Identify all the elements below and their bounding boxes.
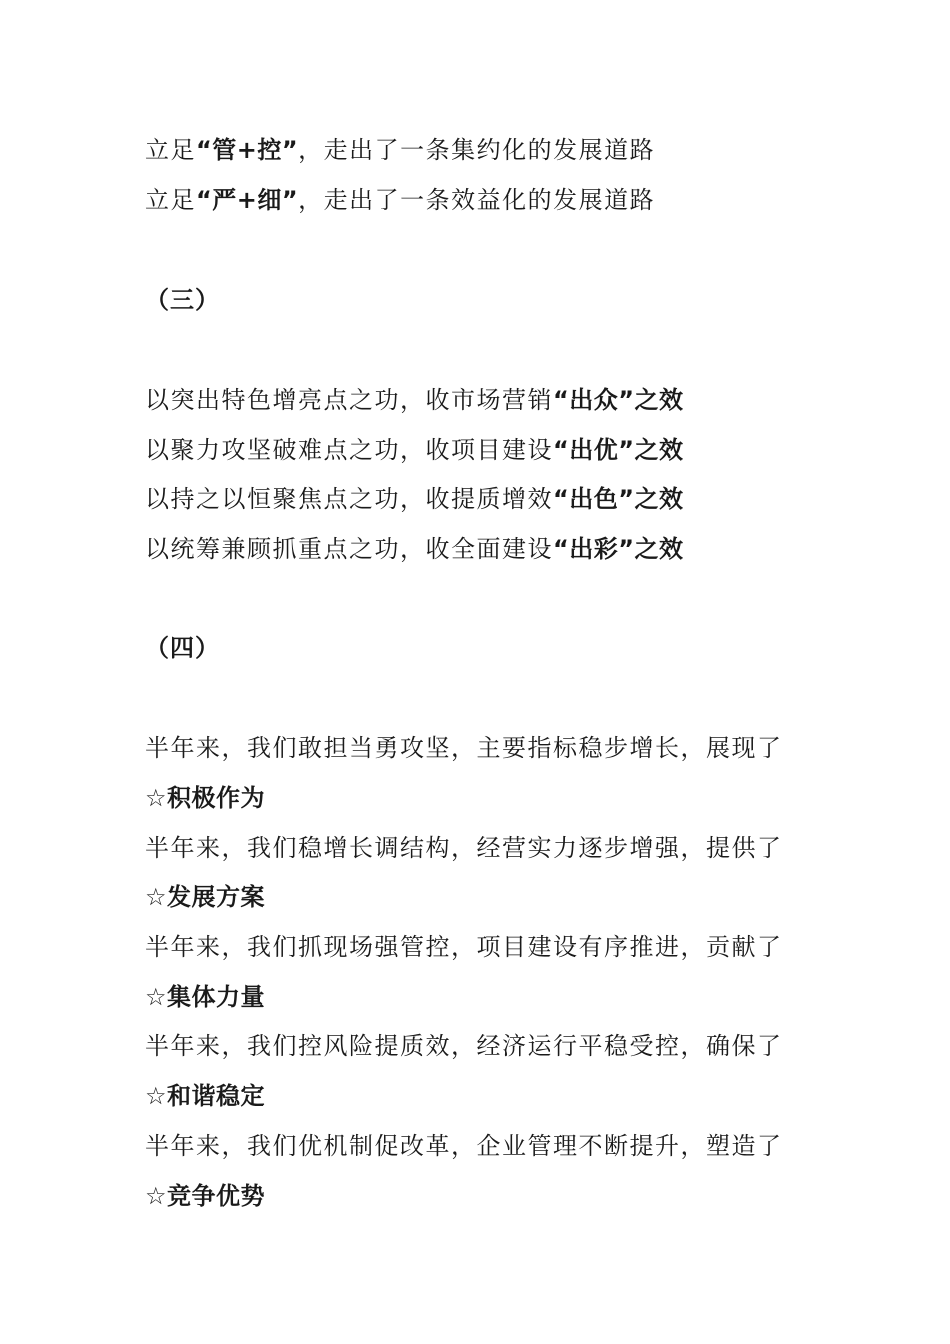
line-emphasis: “出彩”之效 [553, 535, 684, 563]
section-four-item-5-text: 半年来，我们优机制促改革，企业管理不断提升，塑造了 [145, 1132, 783, 1160]
section-three-heading: （三） [145, 286, 220, 314]
section-two-line-2 [145, 180, 655, 220]
line-emphasis: “严+细” [196, 186, 299, 214]
section-four-item-4-text: 半年来，我们控风险提质效，经济运行平稳受控，确保了 [145, 1032, 783, 1060]
section-four-item-1-title: ☆积极作为 [145, 784, 266, 812]
section-four-item-1-text: 半年来，我们敢担当勇攻坚，主要指标稳步增长，展现了 [145, 734, 783, 762]
line-lead: 以持之以恒聚焦点之功，收提质增效 [145, 485, 553, 513]
line-tail: ，走出了一条集约化的发展道路 [298, 136, 656, 164]
section-three-line-1 [145, 380, 684, 420]
section-four-item-3-text: 半年来，我们抓现场强管控，项目建设有序推进，贡献了 [145, 933, 783, 961]
line-lead: 立足 [145, 186, 196, 214]
line-emphasis: “出优”之效 [553, 436, 684, 464]
section-four-item-2-title: ☆发展方案 [145, 883, 266, 911]
section-three-line-2 [145, 430, 684, 470]
section-four-item-5-title: ☆竞争优势 [145, 1182, 266, 1210]
line-lead: 以聚力攻坚破难点之功，收项目建设 [145, 436, 553, 464]
line-lead: 以统筹兼顾抓重点之功，收全面建设 [145, 535, 553, 563]
section-three-line-3 [145, 479, 684, 519]
line-emphasis: “出众”之效 [553, 386, 684, 414]
line-tail: ，走出了一条效益化的发展道路 [298, 186, 656, 214]
section-four-item-4-title: ☆和谐稳定 [145, 1082, 266, 1110]
line-emphasis: “管+控” [196, 136, 299, 164]
line-lead: 以突出特色增亮点之功，收市场营销 [145, 386, 553, 414]
section-four-item-3-title: ☆集体力量 [145, 983, 266, 1011]
section-two-line-1 [145, 130, 655, 170]
section-four-item-2-text: 半年来，我们稳增长调结构，经营实力逐步增强，提供了 [145, 834, 783, 862]
line-emphasis: “出色”之效 [553, 485, 684, 513]
line-lead: 立足 [145, 136, 196, 164]
section-four-heading: （四） [145, 634, 220, 662]
section-three-line-4 [145, 529, 684, 569]
